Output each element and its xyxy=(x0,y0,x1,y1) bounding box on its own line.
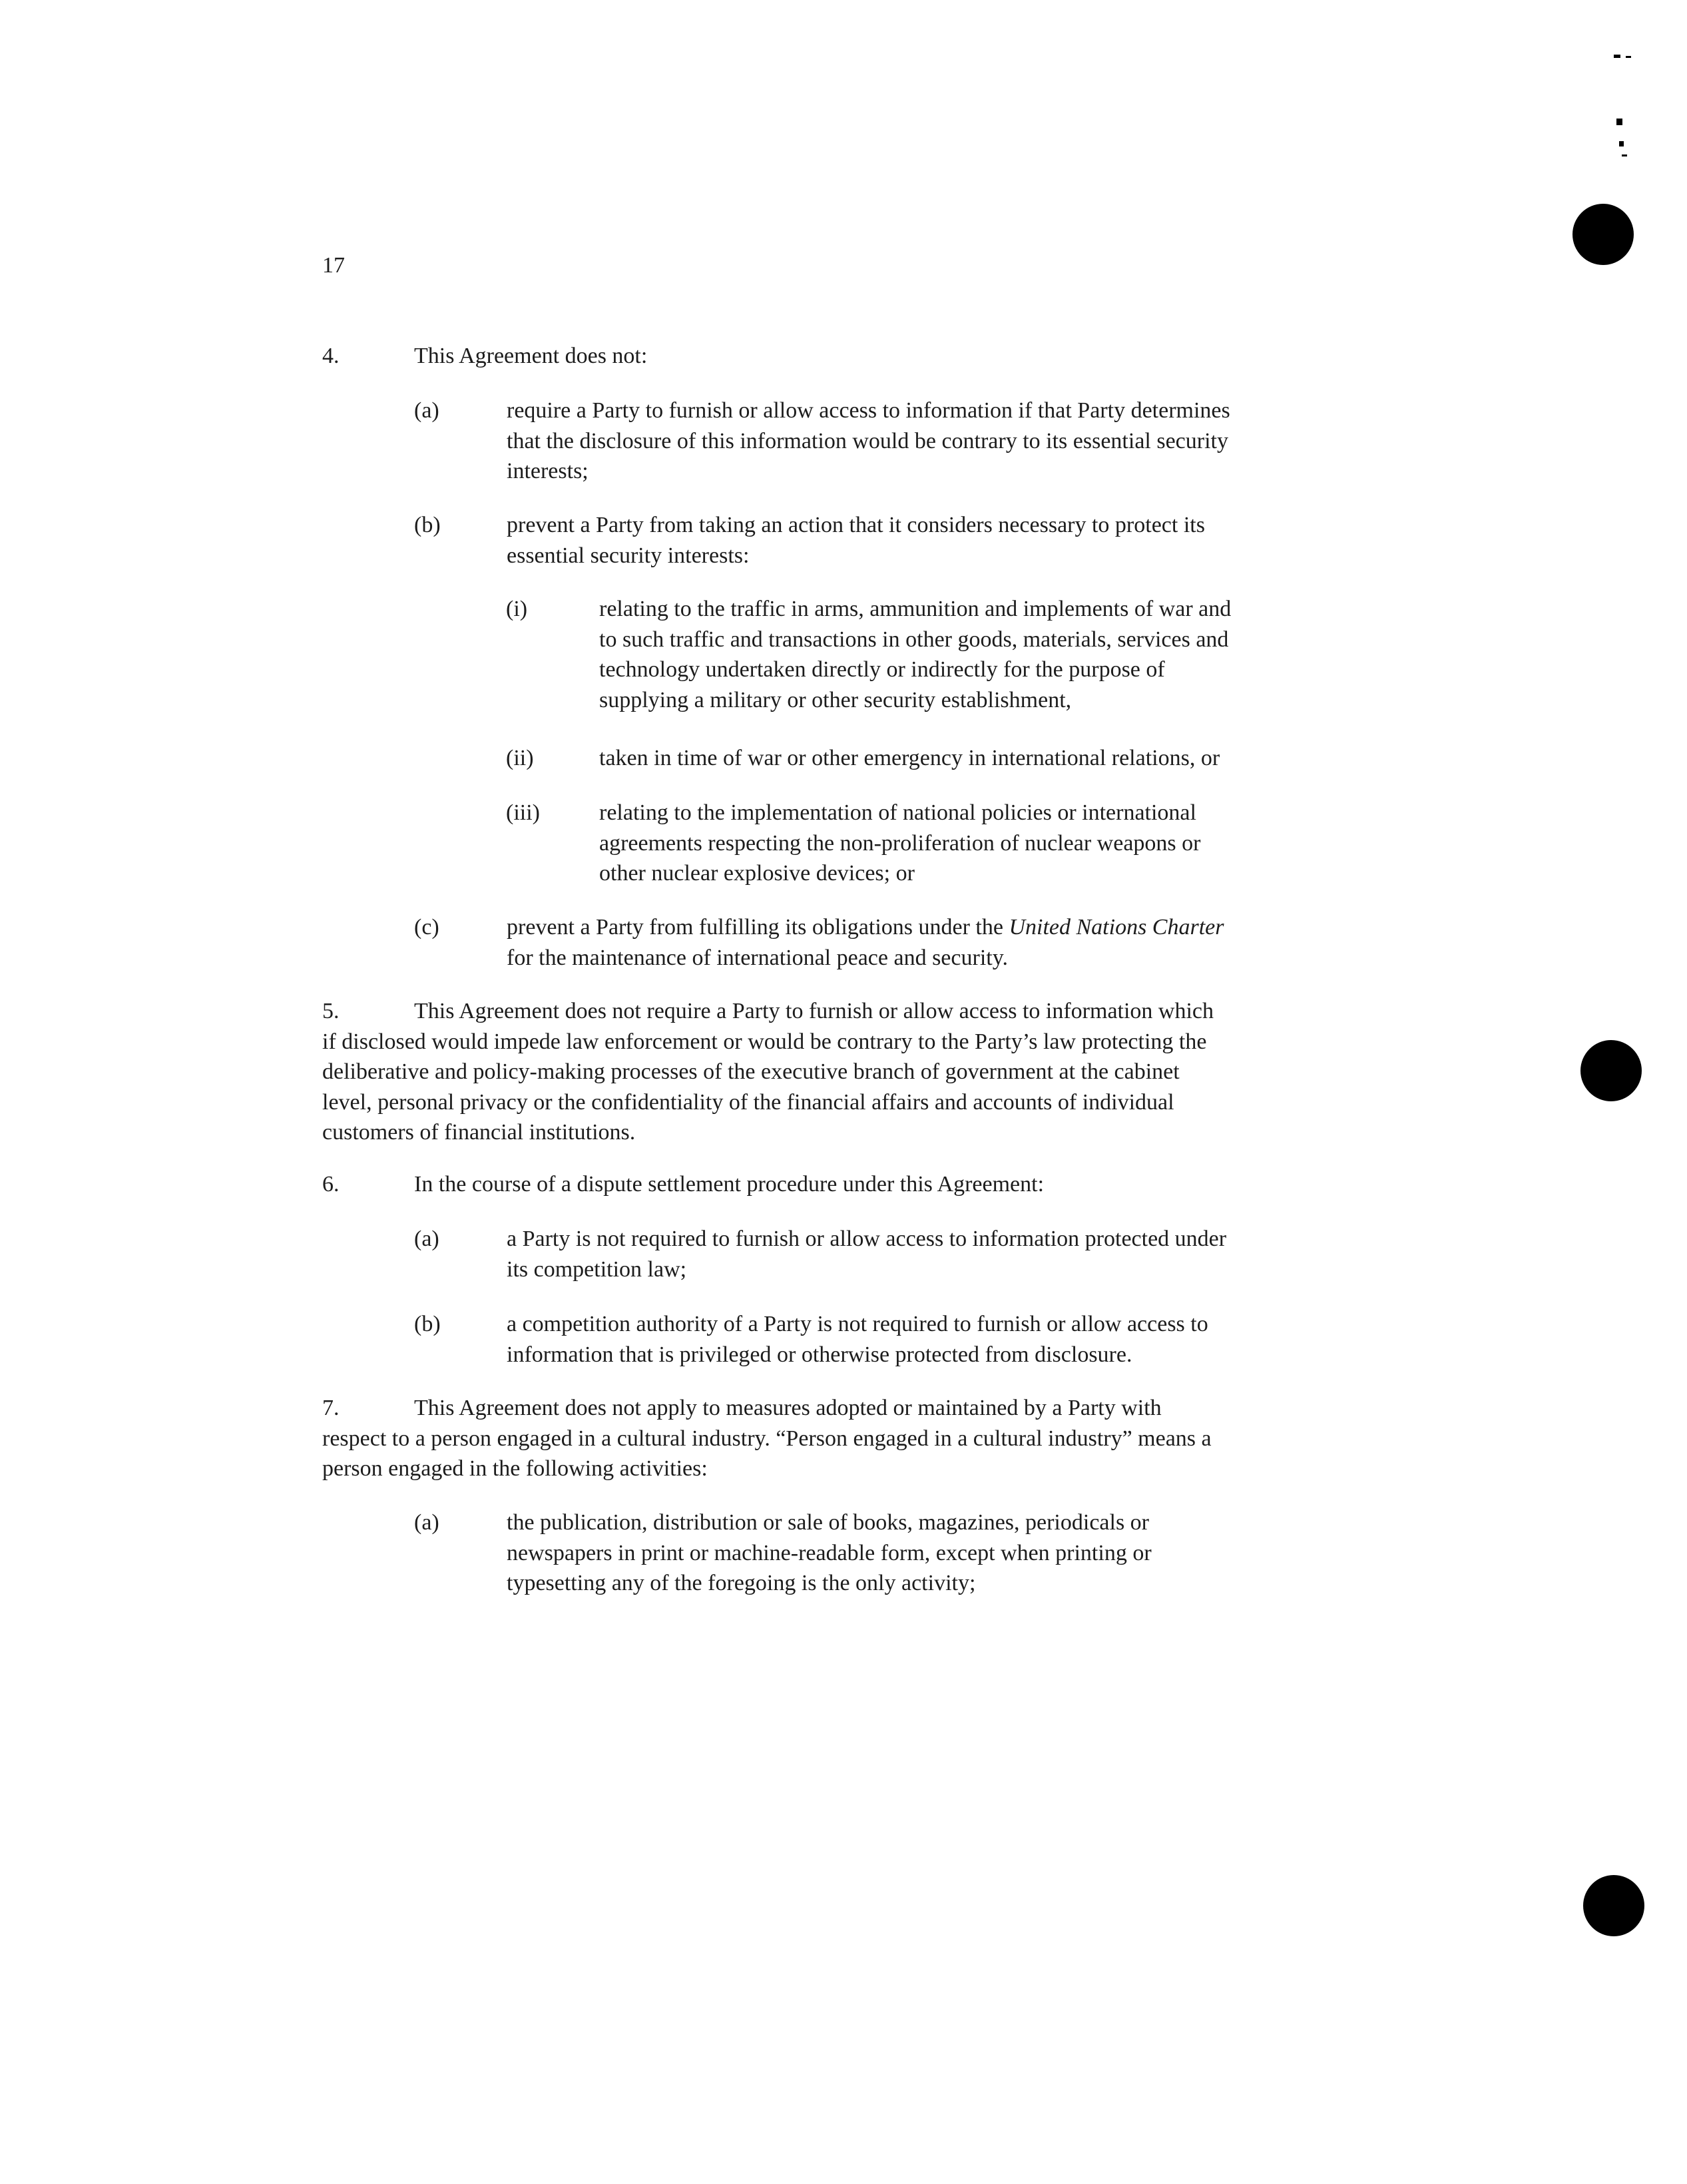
section-number: 4. xyxy=(322,344,340,368)
punch-hole-bottom xyxy=(1583,1875,1644,1936)
text-line: newspapers in print or machine-readable form, except when printing or xyxy=(507,1540,1152,1565)
subclause-marker: (i) xyxy=(506,597,528,621)
text-line: person engaged in the following activities: xyxy=(322,1456,708,1481)
text-line: respect to a person engaged in a cultural industry. “Person engaged in a cultural industry” means a xyxy=(322,1426,1212,1451)
clause-marker: (c) xyxy=(414,915,439,940)
text-line: interests; xyxy=(507,459,589,483)
clause-text xyxy=(507,1507,1359,1599)
subclause-text xyxy=(599,798,1361,889)
clause-text xyxy=(507,912,1359,973)
text-segment: This Agreement does not require a Party to furnish or allow access to information which xyxy=(414,999,1214,1023)
clause-text xyxy=(507,1309,1359,1370)
page-number: 17 xyxy=(322,253,345,278)
clause-marker: (a) xyxy=(414,398,439,423)
text-line: essential security interests: xyxy=(507,543,750,568)
text-line: a competition authority of a Party is not required to furnish or allow access to xyxy=(507,1312,1208,1336)
punch-hole-top xyxy=(1572,204,1634,265)
clause-text xyxy=(507,396,1359,487)
text-line: its competition law; xyxy=(507,1256,687,1282)
subclause-text xyxy=(599,594,1361,715)
punch-hole-middle xyxy=(1580,1040,1642,1101)
clause-text xyxy=(507,510,1359,571)
text-line: to such traffic and transactions in other goods, materials, services and xyxy=(599,627,1229,652)
scan-speck xyxy=(1619,141,1624,146)
text-line: customers of financial institutions. xyxy=(322,1120,636,1145)
subclause-marker: (ii) xyxy=(506,746,534,770)
text-line: supplying a military or other security establishment, xyxy=(599,687,1072,712)
text-line: require a Party to furnish or allow access to information if that Party determines xyxy=(507,398,1230,423)
text-line: a Party is not required to furnish or allow access to information protected under xyxy=(507,1227,1227,1251)
text-line: level, personal privacy or the confidentiality of the financial affairs and accounts of individual xyxy=(322,1089,1174,1115)
text-line: information that is privileged or otherwise protected from disclosure. xyxy=(507,1342,1132,1367)
scan-speck xyxy=(1616,119,1622,125)
section-number: 5. xyxy=(322,999,340,1023)
subclause-text xyxy=(599,743,1361,774)
text-line: that the disclosure of this information would be contrary to its essential security xyxy=(507,428,1228,453)
section-7 xyxy=(322,1393,1361,1484)
clause-marker: (b) xyxy=(414,1312,441,1336)
section-number: 7. xyxy=(322,1396,340,1420)
scan-speck xyxy=(1622,154,1627,156)
section-text: This Agreement does not: xyxy=(414,344,648,368)
scan-speck xyxy=(1626,56,1631,58)
text-line: technology undertaken directly or indirectly for the purpose of xyxy=(599,657,1165,682)
text-line: relating to the traffic in arms, ammunition and implements of war and xyxy=(599,597,1232,621)
text-line: taken in time of war or other emergency in international relations, or xyxy=(599,746,1220,770)
text-line: other nuclear explosive devices; or xyxy=(599,861,915,886)
clause-marker: (a) xyxy=(414,1510,439,1535)
section-5 xyxy=(322,996,1361,1148)
text-line xyxy=(507,912,1359,943)
text-segment: This Agreement does not apply to measures adopted or maintained by a Party with xyxy=(414,1396,1162,1420)
section-text: In the course of a dispute settlement procedure under this Agreement: xyxy=(414,1172,1045,1197)
treaty-name: United Nations Charter xyxy=(1009,915,1224,940)
section-number: 6. xyxy=(322,1172,340,1197)
text-line: for the maintenance of international peace and security. xyxy=(507,945,1008,970)
text-line: agreements respecting the non-proliferation of nuclear weapons or xyxy=(599,830,1201,856)
text-line: prevent a Party from taking an action that it considers necessary to protect its xyxy=(507,513,1205,537)
text-line: typesetting any of the foregoing is the only activity; xyxy=(507,1571,976,1595)
clause-marker: (a) xyxy=(414,1227,439,1251)
text-line xyxy=(322,996,1361,1027)
text-line: if disclosed would impede law enforcement or would be contrary to the Party’s law protecting the xyxy=(322,1029,1207,1054)
scan-speck xyxy=(1614,55,1620,58)
text-line: deliberative and policy-making processes of the executive branch of government at the cabinet xyxy=(322,1059,1180,1084)
text-line xyxy=(322,1393,1361,1424)
section-6-heading xyxy=(322,1169,1361,1200)
text-line: relating to the implementation of national policies or international xyxy=(599,800,1196,825)
section-4-heading xyxy=(322,341,1361,372)
clause-text xyxy=(507,1224,1359,1284)
clause-marker: (b) xyxy=(414,513,441,537)
subclause-marker: (iii) xyxy=(506,800,540,825)
text-segment: prevent a Party from fulfilling its obligations under the xyxy=(507,915,1009,940)
text-line: the publication, distribution or sale of books, magazines, periodicals or xyxy=(507,1510,1149,1535)
